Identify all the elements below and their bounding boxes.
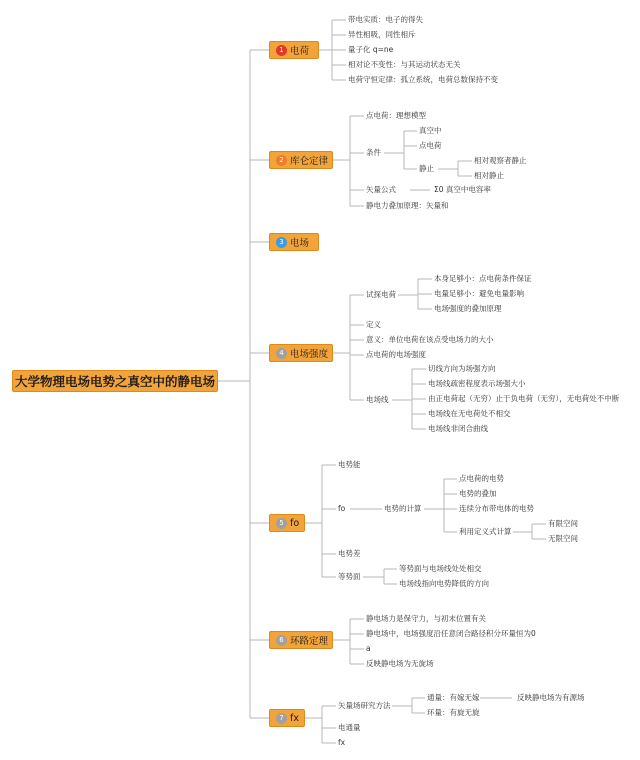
- topic-label: 电场: [290, 238, 310, 249]
- field-line-item[interactable]: 电场线疏密程度表示场强大小: [428, 379, 526, 388]
- fx-electric-flux[interactable]: 电通量: [338, 723, 361, 732]
- potential-calc-item[interactable]: 连续分布带电体的电势: [459, 504, 534, 513]
- test-charge[interactable]: 试探电荷: [366, 290, 396, 299]
- coulomb-observer-static[interactable]: 相对观察者静止: [474, 156, 527, 165]
- field-line-item[interactable]: 电场线在无电荷处不相交: [428, 409, 511, 418]
- potential-calc-item[interactable]: 利用定义式计算: [459, 527, 512, 536]
- field-meaning[interactable]: 意义：单位电荷在该点受电场力的大小: [366, 335, 494, 344]
- coulomb-static[interactable]: 静止: [419, 164, 434, 173]
- number-7-icon: 7: [276, 713, 287, 724]
- coulomb-relative-static[interactable]: 相对静止: [474, 171, 504, 180]
- coulomb-superposition[interactable]: 静电力叠加原理：矢量和: [366, 201, 449, 210]
- fx-fx[interactable]: fx: [338, 738, 346, 747]
- coulomb-epsilon[interactable]: Σ0 真空中电容率: [434, 185, 491, 194]
- coulomb-vacuum[interactable]: 真空中: [419, 126, 442, 135]
- number-1-icon: 1: [276, 45, 287, 56]
- potential-calc-item[interactable]: 电势的叠加: [459, 489, 497, 498]
- potential-infinite[interactable]: 无限空间: [548, 534, 578, 543]
- equipotential-item[interactable]: 等势面与电场线处处相交: [399, 564, 482, 573]
- potential-energy[interactable]: 电势能: [338, 460, 361, 469]
- potential-fo[interactable]: fo: [338, 504, 346, 513]
- potential-calc-item[interactable]: 点电荷的电势: [459, 474, 504, 483]
- topic-label: 环路定理: [290, 636, 329, 647]
- field-line-item[interactable]: 由正电荷起（无穷）止于负电荷（无穷），无电荷处不中断: [428, 394, 620, 403]
- fx-method[interactable]: 矢量场研究方法: [338, 701, 391, 710]
- loop-item[interactable]: 静电场力是保守力，与初末位置有关: [366, 614, 486, 623]
- potential-finite[interactable]: 有限空间: [548, 519, 578, 528]
- number-2-icon: 2: [276, 155, 287, 166]
- potential-calc[interactable]: 电势的计算: [384, 504, 422, 513]
- topic-label: 电场强度: [290, 349, 329, 360]
- fx-circulation[interactable]: 环量：有旋无旋: [427, 708, 480, 717]
- potential-difference[interactable]: 电势差: [338, 549, 361, 558]
- fx-flux-note[interactable]: 反映静电场为有源场: [517, 693, 585, 702]
- equipotential-item[interactable]: 电场线指向电势降低的方向: [399, 579, 489, 588]
- equipotential[interactable]: 等势面: [338, 572, 361, 581]
- test-charge-item[interactable]: 电量足够小：避免电量影响: [434, 289, 524, 298]
- topic-coulomb-law[interactable]: [269, 151, 333, 169]
- number-4-icon: 4: [276, 348, 287, 359]
- point-charge-field[interactable]: 点电荷的电场强度: [366, 350, 426, 359]
- topic-electric-field[interactable]: [269, 233, 319, 251]
- charge-item[interactable]: 电荷守恒定律：孤立系统，电荷总数保持不变: [348, 75, 498, 84]
- number-6-icon: 6: [276, 635, 287, 646]
- test-charge-item[interactable]: 本身足够小：点电荷条件保证: [434, 274, 532, 283]
- topic-label: 库仑定律: [290, 156, 329, 167]
- topic-label: fo: [290, 517, 300, 529]
- topic-potential[interactable]: [269, 514, 305, 532]
- coulomb-point[interactable]: 点电荷: [419, 141, 442, 150]
- coulomb-conditions[interactable]: 条件: [366, 148, 381, 157]
- coulomb-vector[interactable]: 矢量公式: [366, 185, 396, 194]
- field-line-item[interactable]: 电场线非闭合曲线: [428, 424, 488, 433]
- loop-item[interactable]: a: [366, 644, 371, 653]
- field-lines[interactable]: 电场线: [366, 395, 389, 404]
- fx-flux[interactable]: 通量：有嫁无嫁: [427, 693, 480, 702]
- topic-label: fx: [290, 712, 299, 724]
- topic-fx[interactable]: [269, 709, 305, 727]
- charge-item[interactable]: 带电实质：电子的得失: [348, 15, 423, 24]
- loop-item[interactable]: 静电场中，电场强度沿任意闭合路径积分环量恒为0: [366, 629, 536, 638]
- root-topic[interactable]: 大学物理电场电势之真空中的静电场: [12, 370, 218, 392]
- field-line-item[interactable]: 切线方向为场强方向: [428, 364, 496, 373]
- charge-item[interactable]: 异性相吸，同性相斥: [348, 30, 416, 39]
- charge-item[interactable]: 相对论不变性：与其运动状态无关: [348, 60, 461, 69]
- topic-charge[interactable]: [269, 41, 319, 59]
- topic-label: 电荷: [290, 46, 310, 57]
- charge-item[interactable]: 量子化 q=ne: [348, 45, 394, 54]
- field-definition[interactable]: 定义: [366, 320, 381, 329]
- topic-loop-theorem[interactable]: [269, 631, 333, 649]
- number-5-icon: 5: [276, 518, 287, 529]
- topic-field-strength[interactable]: [269, 344, 333, 362]
- number-3-icon: 3: [276, 237, 287, 248]
- loop-item[interactable]: 反映静电场为无旋场: [366, 659, 434, 668]
- coulomb-point-charge[interactable]: 点电荷：理想模型: [366, 111, 426, 120]
- test-charge-item[interactable]: 电场强度的叠加原理: [434, 304, 502, 313]
